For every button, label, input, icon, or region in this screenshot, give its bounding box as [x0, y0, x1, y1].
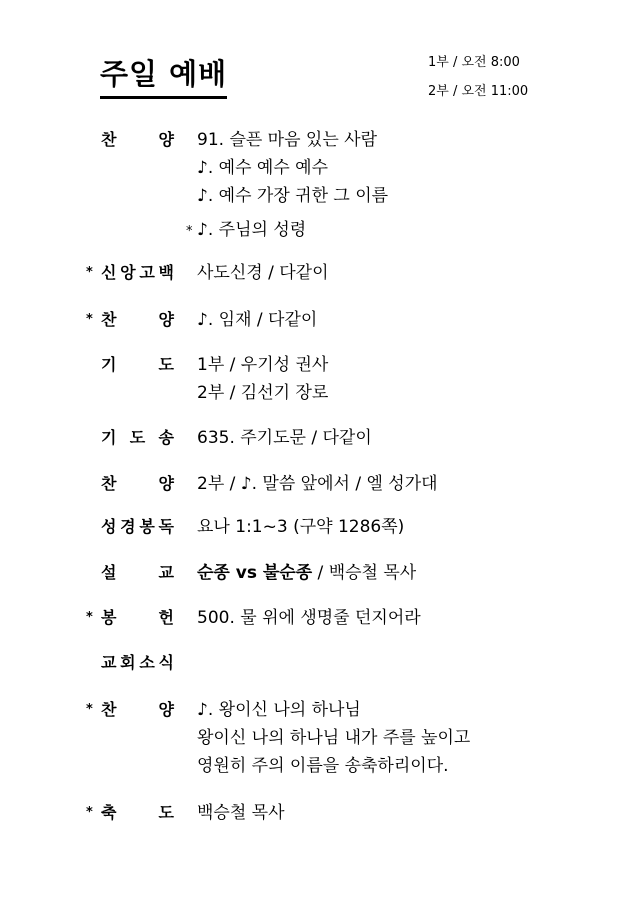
stand-marker: *	[86, 312, 93, 327]
content-line: 635. 주기도문 / 다같이	[197, 428, 372, 448]
page-title: 주일 예배	[100, 54, 227, 99]
stand-marker: *	[86, 610, 93, 625]
order-content	[197, 260, 329, 288]
order-label: 성 경 봉 독	[101, 517, 174, 536]
stand-marker: *	[86, 805, 93, 820]
service-times	[428, 54, 528, 112]
content-line: 500. 물 위에 생명줄 던지어라	[197, 608, 421, 628]
order-label: 찬 양	[101, 474, 174, 493]
content-line: 사도신경 / 다같이	[197, 263, 329, 283]
stand-marker: *	[86, 265, 93, 280]
order-label: 기 도 송	[101, 428, 174, 447]
order-label: 기 도	[101, 355, 174, 374]
order-content	[197, 514, 404, 542]
content-line: 왕이신 나의 하나님 내가 주를 높이고	[197, 728, 471, 748]
content-line: 백승철 목사	[197, 803, 285, 823]
order-content	[197, 605, 421, 633]
order-content	[197, 800, 285, 828]
order-content	[197, 307, 317, 335]
order-label: 설 교	[101, 563, 174, 582]
content-line: ♪. 예수 예수 예수	[197, 158, 328, 178]
content-line: 요나 1:1~3 (구약 1286쪽)	[197, 517, 405, 537]
content-line: * ♪. 주님의 성령	[186, 220, 307, 240]
order-content	[197, 425, 372, 453]
content-line: 91. 슬픈 마음 있는 사람	[197, 130, 378, 150]
content-line: 1부 / 우기성 권사	[197, 355, 329, 375]
order-content	[197, 471, 438, 499]
sermon-preacher: / 백승철 목사	[312, 563, 417, 583]
content-line	[197, 560, 416, 588]
order-content	[197, 560, 416, 588]
service-time-1: 1부 / 오전 8:00	[428, 55, 520, 70]
stand-marker: *	[86, 702, 93, 717]
order-content	[197, 352, 328, 408]
order-label: 신 앙 고 백	[101, 263, 174, 282]
content-line: 2부 / 김선기 장로	[197, 383, 329, 403]
content-line: ♪. 임재 / 다같이	[197, 310, 318, 330]
order-label: 축 도	[101, 803, 174, 822]
content-line: ♪. 왕이신 나의 하나님	[197, 700, 361, 720]
order-label: 찬 양	[101, 700, 174, 719]
order-content	[197, 697, 470, 781]
order-label: 봉 헌	[101, 608, 174, 627]
order-label: 찬 양	[101, 130, 174, 149]
sermon-title: 순종 vs 불순종	[197, 563, 313, 583]
service-time-2: 2부 / 오전 11:00	[428, 84, 529, 99]
content-line: 영원히 주의 이름을 송축하리이다.	[197, 756, 449, 776]
order-content	[186, 127, 389, 245]
order-label: 찬 양	[101, 310, 174, 329]
content-line: ♪. 예수 가장 귀한 그 이름	[197, 186, 389, 206]
content-line: 2부 / ♪. 말씀 앞에서 / 엘 성가대	[197, 474, 438, 494]
order-label: 교 회 소 식	[101, 653, 174, 672]
